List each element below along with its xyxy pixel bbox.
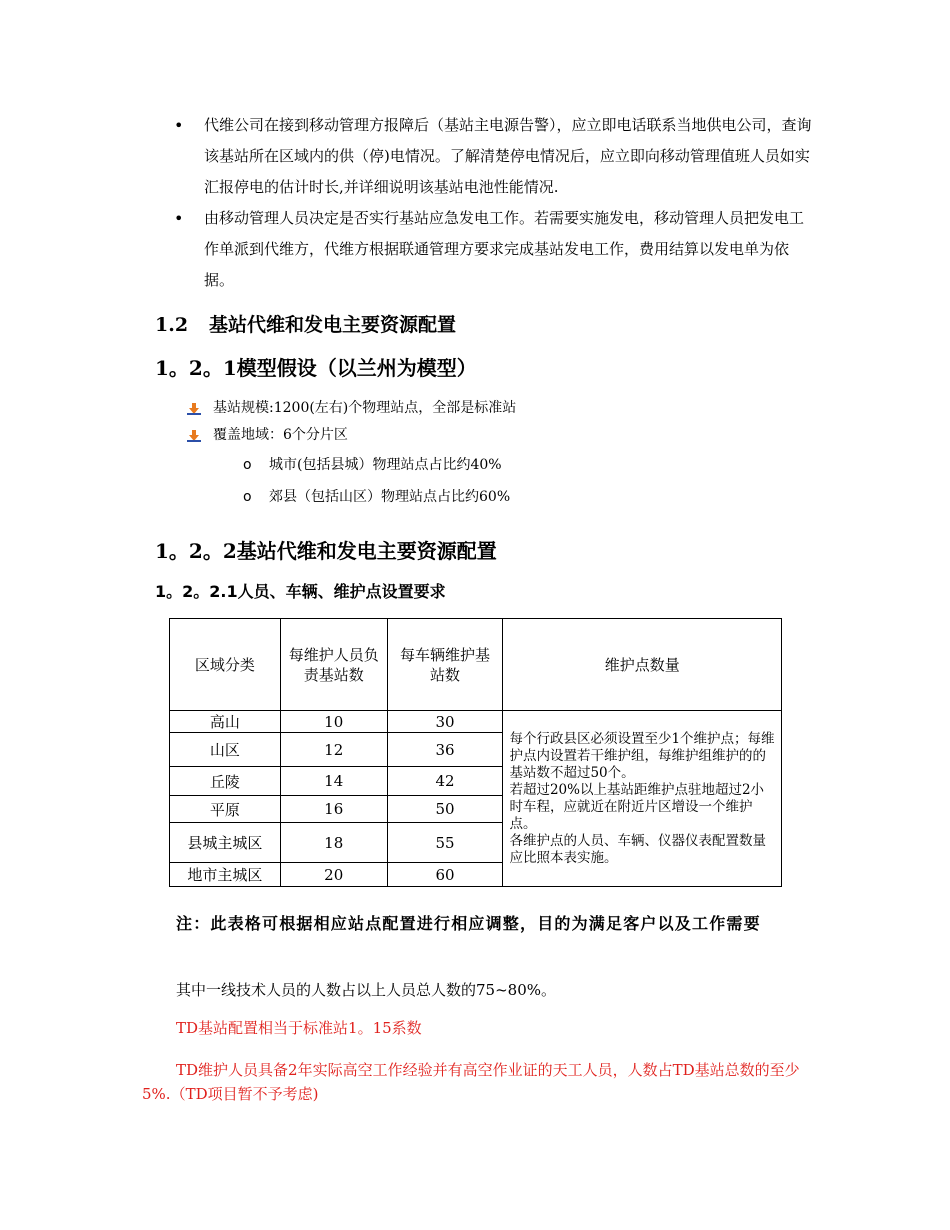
table-cell-vehicle: 30 xyxy=(387,711,503,733)
table-cell-staff: 10 xyxy=(280,711,387,733)
note-line: 每个行政县区必须设置至少1个维护点；每维护点内设置若干维护组，每维护组维护的的基站数不超过50个。 xyxy=(509,730,775,781)
table-note: 注：此表格可根据相应站点配置进行相应调整，目的为满足客户以及工作需要 xyxy=(176,914,761,933)
circle-bullet-icon: o xyxy=(243,457,252,473)
sub-assumption-item xyxy=(243,481,510,513)
arrow-bullet-icon xyxy=(187,430,201,442)
resource-table xyxy=(169,618,782,887)
table-cell-staff: 16 xyxy=(280,796,387,823)
table-cell-region: 地市主城区 xyxy=(170,863,281,887)
section-heading-1-2 xyxy=(155,310,456,337)
bullet-dot-icon: • xyxy=(174,116,184,135)
assumption-text: 覆盖地域：6个分片区 xyxy=(213,427,348,443)
note-line: 各维护点的人员、车辆、仪器仪表配置数量应比照本表实施。 xyxy=(509,832,766,866)
sub-assumption-list xyxy=(243,449,510,513)
sub-assumption-item xyxy=(243,449,510,481)
table-cell-vehicle: 55 xyxy=(387,823,503,863)
table-cell-staff: 12 xyxy=(280,733,387,767)
bullet-dot-icon: • xyxy=(174,209,184,228)
table-cell-vehicle: 60 xyxy=(387,863,503,887)
bullet-item xyxy=(172,203,812,296)
tech-ratio-paragraph: 其中一线技术人员的人数占以上人员总人数的75~80%。 xyxy=(176,981,556,999)
bullet-item xyxy=(172,110,812,203)
section-heading-1-2-2-1: 1。2。2.1人员、车辆、维护点设置要求 xyxy=(155,582,446,601)
td-staff-paragraph: TD维护人员具备2年实际高空工作经验并有高空作业证的天工人员，人数占TD基站总数的至少5%.（TD项目暂不予考虑) xyxy=(142,1061,800,1103)
arrow-bullet-icon xyxy=(187,403,201,415)
table-cell-region: 山区 xyxy=(170,733,281,767)
table-header-cell: 维护点数量 xyxy=(503,619,782,711)
td-config-paragraph: TD基站配置相当于标准站1。15系数 xyxy=(176,1019,422,1037)
section-number: 1.2 xyxy=(155,314,189,336)
table-cell-vehicle: 36 xyxy=(387,733,503,767)
section-heading-1-2-2: 1。2。2基站代维和发电主要资源配置 xyxy=(155,539,497,563)
bullet-text: 由移动管理人员决定是否实行基站应急发电工作。若需要实施发电，移动管理人员把发电工作单派到代维方，代维方根据联通管理方要求完成基站发电工作，费用结算以发电单为依据。 xyxy=(204,209,805,289)
table-header-cell: 每维护人员负责基站数 xyxy=(280,619,387,711)
assumption-text: 基站规模:1200(左右)个物理站点，全部是标准站 xyxy=(213,400,517,416)
section-heading-1-2-1: 1。2。1模型假设（以兰州为模型） xyxy=(155,356,477,380)
table-row xyxy=(170,711,782,733)
bullet-list xyxy=(172,110,812,296)
assumption-list xyxy=(187,395,516,449)
section-title: 基站代维和发电主要资源配置 xyxy=(209,314,457,336)
table-cell-note xyxy=(503,711,782,887)
table-cell-staff: 14 xyxy=(280,767,387,796)
table-header-cell: 区域分类 xyxy=(170,619,281,711)
note-line: 若超过20%以上基站距维护点驻地超过2小时车程，应就近在附近片区增设一个维护点。 xyxy=(509,781,765,832)
assumption-item xyxy=(187,395,516,422)
table-cell-region: 平原 xyxy=(170,796,281,823)
table-cell-staff: 20 xyxy=(280,863,387,887)
table-cell-staff: 18 xyxy=(280,823,387,863)
table-header-row xyxy=(170,619,782,711)
table-cell-region: 丘陵 xyxy=(170,767,281,796)
sub-assumption-text: 郊县（包括山区）物理站点占比约60% xyxy=(269,489,511,505)
bullet-text: 代维公司在接到移动管理方报障后（基站主电源告警），应立即电话联系当地供电公司，查询该基站所在区域内的供（停)电情况。了解清楚停电情况后，应立即向移动管理值班人员如实汇报停电的估计时长,并详细说明该基站电池性能情况. xyxy=(204,116,812,196)
circle-bullet-icon: o xyxy=(243,489,252,505)
table-header-cell: 每车辆维护基站数 xyxy=(387,619,503,711)
assumption-item xyxy=(187,422,516,449)
table-cell-region: 县城主城区 xyxy=(170,823,281,863)
sub-assumption-text: 城市(包括县城）物理站点占比约40% xyxy=(269,457,502,473)
table-cell-vehicle: 50 xyxy=(387,796,503,823)
table-cell-vehicle: 42 xyxy=(387,767,503,796)
table-cell-region: 高山 xyxy=(170,711,281,733)
